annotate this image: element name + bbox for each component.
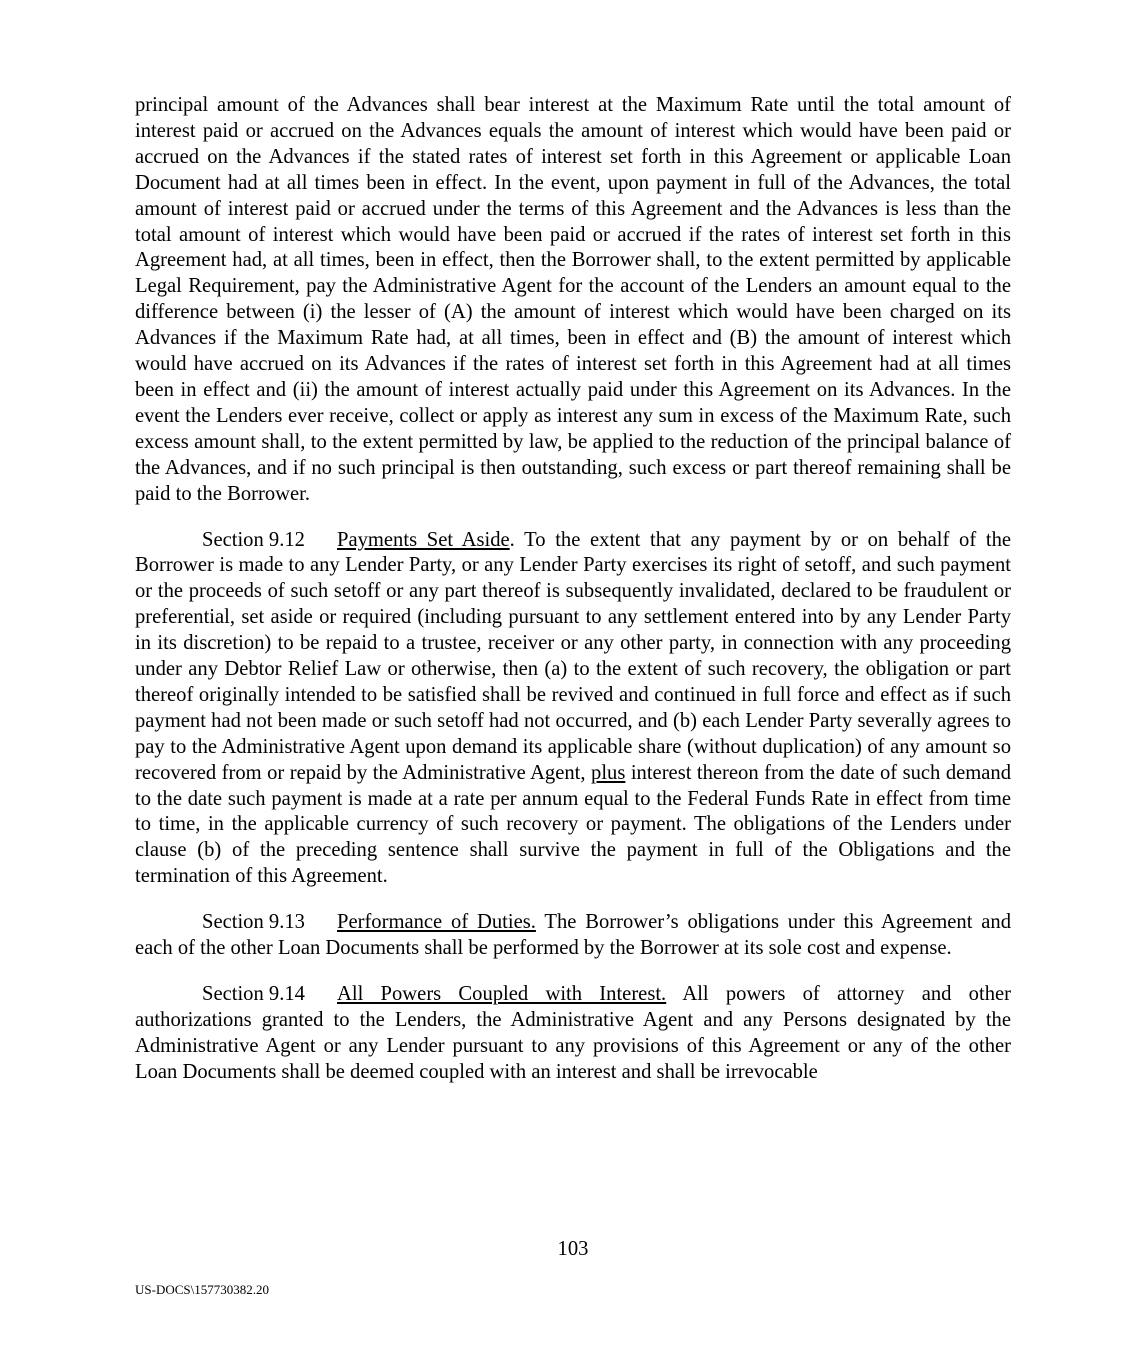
section-9-13-paragraph [135,910,1011,962]
section-9-12-paragraph [135,528,1011,891]
section-9-13-heading: Performance of Duties. [337,911,536,934]
paragraph-interest-continuation: principal amount of the Advances shall bear interest at the Maximum Rate until the total amount of interest paid or accrued on the Advances equals the amount of interest which would have been paid or accrued on the Advances if the stated rates of interest set forth in this Agreement or applicable Loan Document had at all times been in effect. In the event, upon payment in full of the Advances, the total amount of interest paid or accrued under the terms of this Agreement and the Advances is less than the total amount of interest which would have been paid or accrued if the rates of interest set forth in this Agreement had, at all times, been in effect, then the Borrower shall, to the extent permitted by applicable Legal Requirement, pay the Administrative Agent for the account of the Lenders an amount equal to the difference between (i) the lesser of (A) the amount of interest which would have been charged on its Advances if the Maximum Rate had, at all times, been in effect and (B) the amount of interest which would have accrued on its Advances if the rates of interest set forth in this Agreement had at all times been in effect and (ii) the amount of interest actually paid under this Agreement on its Advances. In the event the Lenders ever receive, collect or apply as interest any sum in excess of the Maximum Rate, such excess amount shall, to the extent permitted by law, be applied to the reduction of the principal balance of the Advances, and if no such principal is then outstanding, such excess or part thereof remaining shall be paid to the Borrower. [135,94,1011,505]
section-9-12-heading-punct: . [509,528,515,551]
section-9-12-body-b: interest thereon from the date of such demand to the date such payment is made at a rate per annum equal to the Federal Funds Rate in effect from time to time, in the applicable currency of such recovery or payment. The obligations of the Lenders under clause (b) of the preceding sentence shall survive the payment in full of the Obligations and the termination of this Agreement. [135,761,1012,888]
section-9-14-number: Section 9.14 [202,983,305,1005]
section-9-14-heading: All Powers Coupled with Interest. [337,983,667,1005]
section-9-12-body-a: To the extent that any payment by or on behalf of the Borrower is made to any Lender Party, or any Lender Party exercises its right of setoff, and such payment or the proceeds of such setoff or any part thereof is subsequently invalidated, declared to be fraudulent or preferential, set aside or required (including pursuant to any settlement entered into by any Lender Party in its discretion) to be repaid to a trustee, receiver or any other party, in connection with any proceeding under any Debtor Relief Law or otherwise, then (a) to the extent of such recovery, the obligation or part thereof originally intended to be satisfied shall be revived and continued in full force and effect as if such payment had not been made or such setoff had not occurred, and (b) each Lender Party severally agrees to pay to the Administrative Agent upon demand its applicable share (without duplication) of any amount so recovered from or repaid by the Administrative Agent, [135,528,1012,784]
section-9-12-plus-term: plus [591,761,626,784]
section-9-13-number: Section 9.13 [202,911,305,934]
section-9-12-heading: Payments Set Aside [337,528,510,551]
section-9-12-number: Section 9.12 [202,528,305,551]
section-9-14-paragraph [135,982,1011,1086]
document-page [135,93,1011,1106]
document-id: US-DOCS\157730382.20 [135,1282,269,1297]
section-9-14-body: All powers of attorney and other authorizations granted to the Lenders, the Administrative Agent and any Persons designated by the Administrative Agent or any Lender pursuant to any provisions of this Agreement or any of the other Loan Documents shall be deemed coupled with an interest and shall be irrevocable [135,983,1011,1083]
section-9-13-body: The Borrower’s obligations under this Agreement and each of the other Loan Documents shall be performed by the Borrower at its sole cost and expense. [135,911,1011,960]
page-number: 103 [557,1238,589,1260]
